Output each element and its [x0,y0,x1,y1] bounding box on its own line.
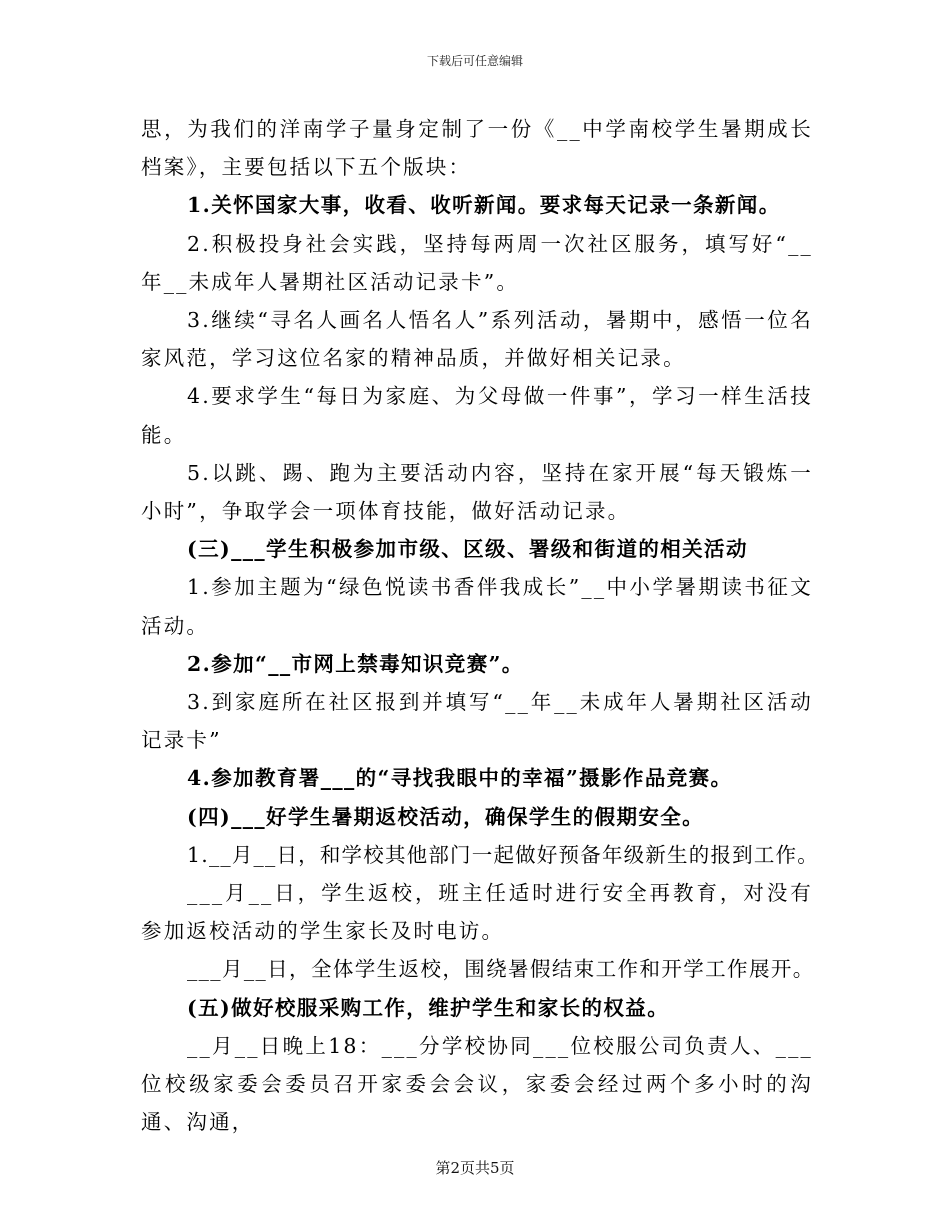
paragraph-activity-2: 2.参加“__市网上禁毒知识竞赛”。 [187,651,524,676]
paragraph-item-4-family: 4.要求学生“每日为家庭、为父母做一件事”，学习一样生活技能。 [141,384,813,447]
paragraph-activity-3: 3.到家庭所在社区报到并填写“__年__未成年人暑期社区活动记录卡” [141,690,813,753]
paragraph-item-3-celebrity: 3.继续“寻名人画名人悟名人”系列活动，暑期中，感悟一位名家风范，学习这位名家的精神品质，并做好相关记录。 [141,308,813,371]
paragraph-return-1: 1.__月__日，和学校其他部门一起做好预备年级新生的报到工作。 [187,842,819,867]
document-body [141,110,819,1141]
paragraph-return-3: ___月__日，全体学生返校，围绕暑假结束工作和开学工作展开。 [187,957,815,982]
section-heading-4: (四)___好学生暑期返校活动，确保学生的假期安全。 [187,804,705,829]
paragraph-activity-4: 4.参加教育署___的“寻找我眼中的幸福”摄影作品竞赛。 [187,766,733,791]
paragraph-intro-continued: 思，为我们的洋南学子量身定制了一份《__中学南校学生暑期成长档案》，主要包括以下五个版块： [141,117,813,180]
paragraph-item-1-news: 1.关怀国家大事，收看、收听新闻。要求每天记录一条新闻。 [187,193,781,218]
page-header: 下载后可任意编辑 [426,54,523,68]
section-heading-5: (五)做好校服采购工作，维护学生和家长的权益。 [187,995,670,1020]
paragraph-item-2-community: 2.积极投身社会实践，坚持每两周一次社区服务，填写好“__年__未成年人暑期社区活动记录卡”。 [141,231,813,294]
page-footer: 第2页共5页 [435,1159,515,1177]
paragraph-uniform-meeting: __月__日晚上18：___分学校协同___位校服公司负责人、___位校级家委会委员召开家委会会议，家委会经过两个多小时的沟通、沟通， [141,1033,813,1135]
paragraph-activity-1: 1.参加主题为“绿色悦读书香伴我成长”__中小学暑期读书征文活动。 [141,575,813,638]
section-heading-3: (三)___学生积极参加市级、区级、署级和街道的相关活动 [187,537,748,562]
paragraph-item-5-exercise: 5.以跳、踢、跑为主要活动内容，坚持在家开展“每天锻炼一小时”，争取学会一项体育技能，做好活动记录。 [141,460,813,524]
paragraph-return-2: ___月__日，学生返校，班主任适时进行安全再教育，对没有参加返校活动的学生家长及时电访。 [141,881,813,944]
